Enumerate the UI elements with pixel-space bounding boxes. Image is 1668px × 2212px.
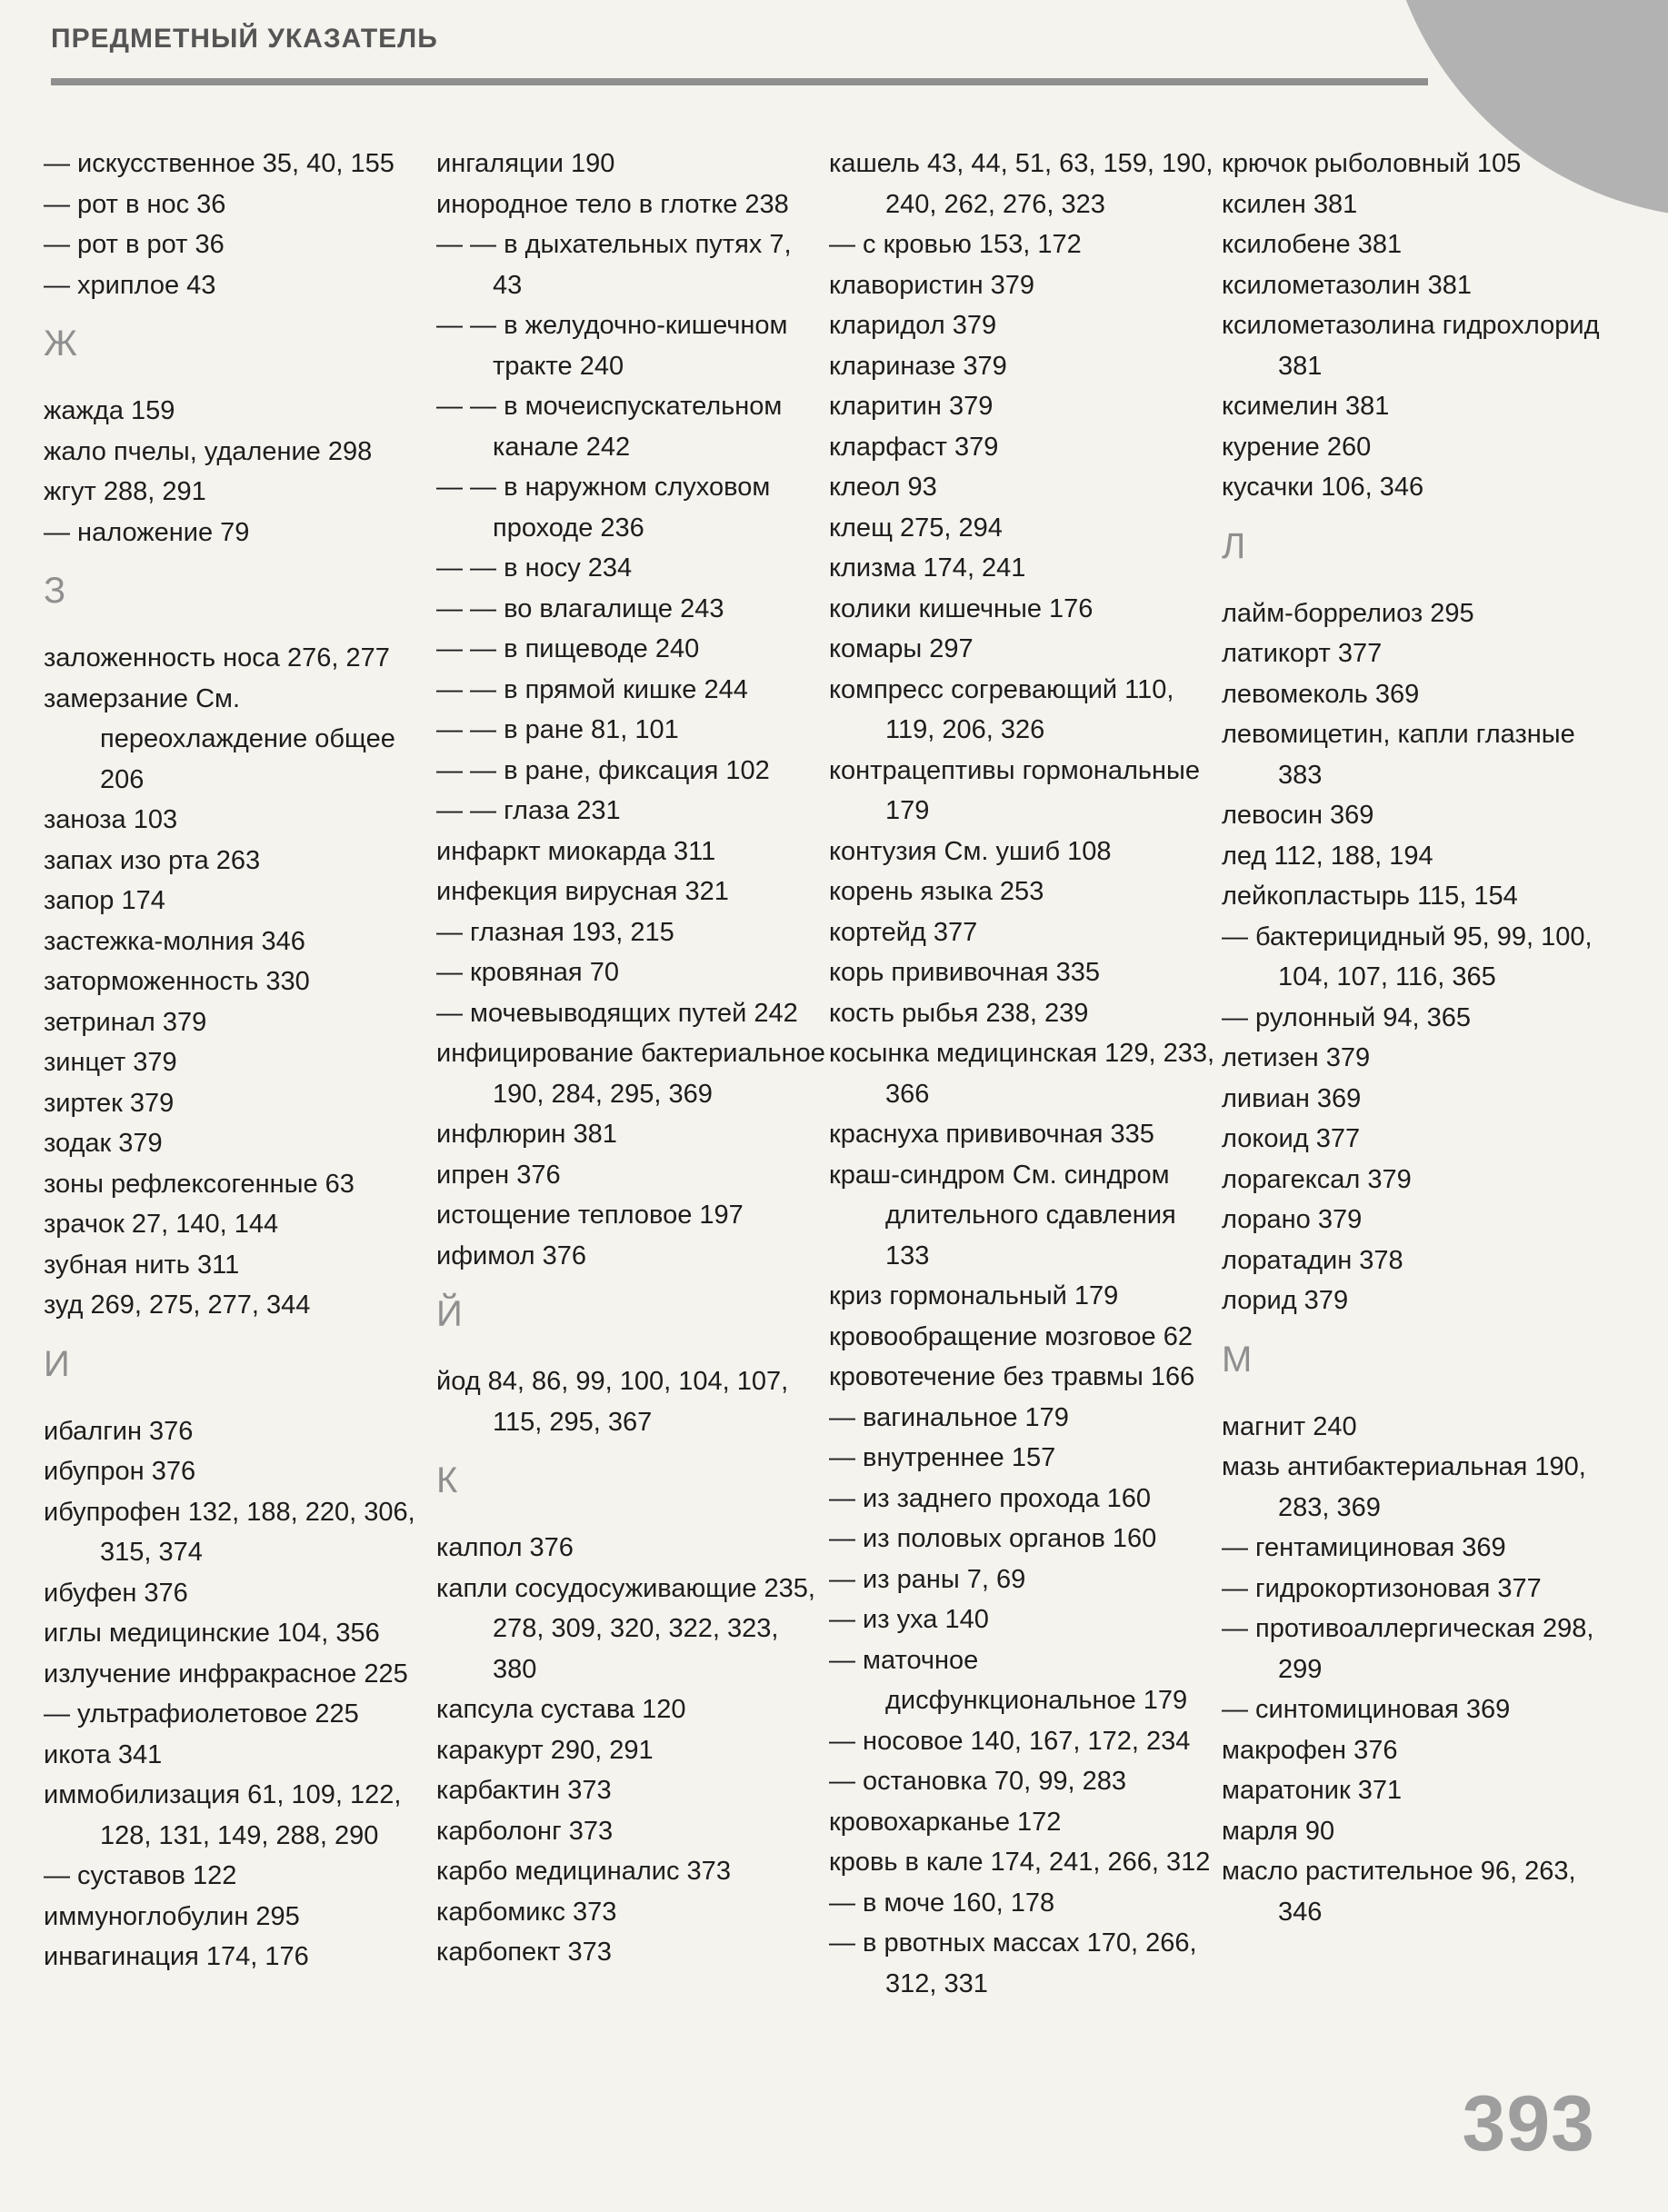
index-entry: — маточное дисфункциональное 179 [829,1645,1188,1715]
index-entry: иммобилизация 61, 109, 122, 128, 131, 149, 288, 290 [44,1780,402,1850]
index-entry: замерзание См. переохлаждение общее 206 [44,683,395,794]
index-entry: ифимол 376 [436,1241,587,1270]
index-entry: — — в ране 81, 101 [436,715,679,744]
index-entry: карбопект 373 [436,1938,612,1967]
index-entry: — рот в рот 36 [44,230,225,259]
index-column-1 [44,144,434,1978]
index-entry: клариназе 379 [829,351,1007,381]
section-letter: Й [436,1294,463,1334]
index-entry: — — в пищеводе 240 [436,634,700,663]
index-entry: жало пчелы, удаление 298 [44,436,373,466]
section-letter: З [44,571,66,611]
index-entry: жажда 159 [44,396,175,425]
index-entry: кровотечение без травмы 166 [829,1362,1195,1391]
index-entry: заложенность носа 276, 277 [44,643,390,673]
index-entry: — остановка 70, 99, 283 [829,1767,1126,1796]
index-entry: клавористин 379 [829,270,1035,300]
index-entry: иммуноглобулин 295 [44,1901,300,1931]
index-entry: косынка медицинская 129, 233, 366 [829,1039,1215,1109]
index-entry: клеол 93 [829,473,937,502]
index-entry: — — в ране, фиксация 102 [436,755,770,785]
index-entry: — в моче 160, 178 [829,1888,1055,1918]
index-entry: летизен 379 [1222,1043,1371,1072]
index-entry: запор 174 [44,886,165,915]
index-entry: — рот в нос 36 [44,189,226,219]
index-entry: ксилобене 381 [1222,230,1403,259]
index-entry: — из заднего прохода 160 [829,1483,1152,1513]
index-entry: ингаляции 190 [436,149,615,178]
section-letter: Ж [44,324,77,364]
index-entry: краснуха прививочная 335 [829,1120,1154,1149]
index-entry: клизма 174, 241 [829,553,1026,583]
index-entry: кларфаст 379 [829,432,999,462]
running-head: ПРЕДМЕТНЫЙ УКАЗАТЕЛЬ [51,24,438,54]
index-entry: — противоаллергическая 298, 299 [1222,1614,1594,1684]
section-letter: К [436,1460,458,1500]
index-entry: ксилен 381 [1222,189,1358,219]
index-entry: заторможенность 330 [44,967,310,996]
index-column-2 [436,144,827,1973]
index-entry: карбомикс 373 [436,1897,617,1927]
index-entry: ксимелин 381 [1222,392,1390,421]
index-entry: криз гормональный 179 [829,1281,1119,1310]
index-entry: маратоник 371 [1222,1776,1403,1805]
index-entry: кровь в кале 174, 241, 266, 312 [829,1848,1211,1877]
index-entry: лайм-боррелиоз 295 [1222,598,1474,628]
index-entry: — в рвотных массах 170, 266, 312, 331 [829,1928,1197,1998]
index-entry: зодак 379 [44,1129,163,1158]
index-entry: жгут 288, 291 [44,477,206,506]
index-entry: лорано 379 [1222,1205,1363,1234]
index-entry: — из половых органов 160 [829,1524,1157,1553]
index-entry: — — в дыхательных путях 7, 43 [436,230,792,300]
index-entry: зубная нить 311 [44,1250,240,1280]
index-entry: корь прививочная 335 [829,958,1101,987]
index-entry: излучение инфракрасное 225 [44,1659,408,1689]
index-entry: лорагексал 379 [1222,1164,1412,1194]
index-entry: макрофен 376 [1222,1735,1398,1765]
index-entry: зоны рефлексогенные 63 [44,1169,355,1199]
index-entry: ибуфен 376 [44,1578,188,1608]
index-entry: капсула сустава 120 [436,1695,686,1724]
index-entry: курение 260 [1222,432,1372,462]
index-entry: зрачок 27, 140, 144 [44,1210,279,1239]
index-entry: крючок рыболовный 105 [1222,149,1522,178]
index-entry: зетринал 379 [44,1007,207,1037]
index-entry: — — в прямой кишке 244 [436,674,748,704]
index-entry: ксилометазолин 381 [1222,270,1472,300]
index-entry: — из раны 7, 69 [829,1564,1026,1594]
index-entry: — гидрокортизоновая 377 [1222,1573,1542,1603]
section-letter: И [44,1343,70,1384]
index-entry: — — в наружном слуховом проходе 236 [436,473,771,543]
index-entry: — ультрафиолетовое 225 [44,1699,359,1729]
index-entry: ксилометазолина гидрохлорид 381 [1222,311,1600,381]
index-entry: ибалгин 376 [44,1416,194,1446]
index-entry: магнит 240 [1222,1411,1357,1441]
index-entry: карбактин 373 [436,1776,612,1805]
index-entry: — из уха 140 [829,1605,989,1634]
section-letter: Л [1222,525,1246,566]
index-entry: — синтомициновая 369 [1222,1695,1511,1724]
index-entry: — носовое 140, 167, 172, 234 [829,1726,1191,1756]
index-entry: — — в носу 234 [436,553,633,583]
index-entry: локоид 377 [1222,1124,1361,1153]
index-entry: запах изо рта 263 [44,845,261,875]
index-entry: инфицирование бактериальное 190, 284, 295, 369 [436,1039,825,1109]
index-entry: — — глаза 231 [436,796,621,825]
index-entry: кость рыбья 238, 239 [829,998,1089,1028]
index-column-4 [1222,144,1613,1932]
index-entry: левомицетин, капли глазные 383 [1222,720,1575,790]
index-entry: лоратадин 378 [1222,1245,1403,1275]
index-entry: кортейд 377 [829,917,978,947]
index-entry: кларидол 379 [829,311,997,340]
index-entry: икота 341 [44,1739,163,1769]
index-entry: лейкопластырь 115, 154 [1222,882,1518,911]
index-entry: зуд 269, 275, 277, 344 [44,1290,311,1320]
index-entry: — с кровью 153, 172 [829,230,1082,259]
index-entry: капли сосудосуживающие 235, 278, 309, 320, 322, 323, 380 [436,1573,815,1684]
index-entry: инвагинация 174, 176 [44,1942,309,1971]
index-entry: латикорт 377 [1222,639,1383,668]
index-entry: инородное тело в глотке 238 [436,189,789,219]
index-entry: карбо медициналис 373 [436,1857,731,1886]
index-entry: левосин 369 [1222,801,1374,830]
index-entry: карболонг 373 [436,1816,614,1846]
index-entry: ипрен 376 [436,1160,561,1190]
index-entry: масло растительное 96, 263, 346 [1222,1857,1576,1927]
index-entry: калпол 376 [436,1533,574,1562]
index-entry: кларитин 379 [829,392,994,421]
index-entry: — глазная 193, 215 [436,917,674,947]
section-letter: М [1222,1339,1253,1380]
index-entry: — — во влагалище 243 [436,593,724,623]
index-entry: корень языка 253 [829,877,1044,906]
index-entry: инфлюрин 381 [436,1120,617,1149]
index-entry: кашель 43, 44, 51, 63, 159, 190, 240, 262, 276, 323 [829,149,1214,219]
index-entry: — рулонный 94, 365 [1222,1002,1471,1032]
index-entry: — хриплое 43 [44,270,216,300]
index-entry: — искусственное 35, 40, 155 [44,149,395,178]
index-entry: истощение тепловое 197 [436,1201,744,1230]
index-entry: компресс согревающий 110, 119, 206, 326 [829,674,1174,744]
index-entry: — вагинальное 179 [829,1402,1069,1432]
page-number: 393 [1462,2080,1595,2167]
index-entry: контрацептивы гормональные 179 [829,755,1201,825]
index-entry: каракурт 290, 291 [436,1735,654,1765]
index-entry: марля 90 [1222,1816,1335,1846]
index-entry: клещ 275, 294 [829,513,1003,543]
index-entry: контузия См. ушиб 108 [829,836,1112,866]
index-entry: йод 84, 86, 99, 100, 104, 107, 115, 295, 367 [436,1367,789,1437]
index-entry: лед 112, 188, 194 [1222,841,1433,871]
index-entry: ливиан 369 [1222,1083,1362,1113]
index-entry: — внутреннее 157 [829,1443,1056,1472]
index-entry: заноза 103 [44,805,178,834]
index-column-3 [829,144,1220,2004]
index-entry: — бактерицидный 95, 99, 100, 104, 107, 116, 365 [1222,922,1593,991]
index-entry: кровообращение мозговое 62 [829,1321,1193,1351]
index-entry: кровохарканье 172 [829,1807,1062,1837]
index-entry: кусачки 106, 346 [1222,473,1424,502]
index-entry: комары 297 [829,634,974,663]
index-entry: — кровяная 70 [436,958,619,987]
header-rule [51,78,1428,85]
index-entry: — суставов 122 [44,1861,237,1890]
index-entry: зинцет 379 [44,1048,177,1077]
index-entry: ибупрофен 132, 188, 220, 306, 315, 374 [44,1497,415,1567]
index-entry: — гентамициновая 369 [1222,1533,1506,1562]
index-entry: краш-синдром См. синдром длительного сдавления 133 [829,1160,1176,1270]
index-entry: левомеколь 369 [1222,679,1420,709]
index-entry: иглы медицинские 104, 356 [44,1619,380,1648]
index-entry: — наложение 79 [44,517,250,547]
index-entry: инфаркт миокарда 311 [436,836,716,866]
index-entry: зиртек 379 [44,1088,175,1118]
index-entry: инфекция вирусная 321 [436,877,729,906]
index-entry: застежка-молния 346 [44,926,305,956]
index-entry: — — в мочеиспускательном канале 242 [436,392,783,462]
index-entry: ибупрон 376 [44,1457,196,1486]
index-entry: мазь антибактериальная 190, 283, 369 [1222,1452,1586,1522]
index-entry: колики кишечные 176 [829,593,1094,623]
index-entry: — мочевыводящих путей 242 [436,998,798,1028]
index-entry: лорид 379 [1222,1286,1349,1315]
index-entry: — — в желудочно-кишечном тракте 240 [436,311,788,381]
